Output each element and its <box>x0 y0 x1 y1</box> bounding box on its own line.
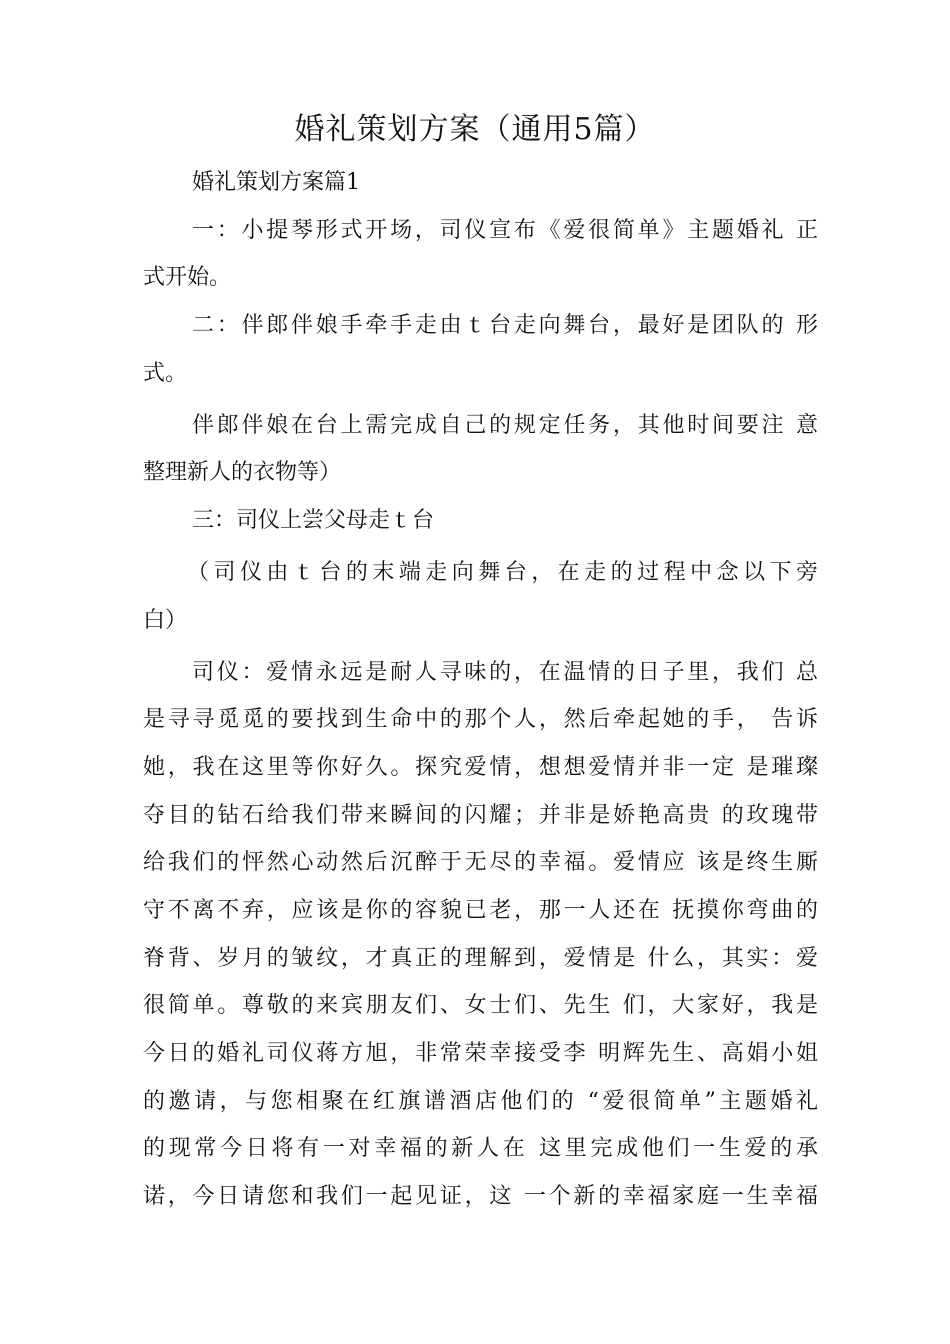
paragraph-line: 给我们的怦然心动然后沉醉于无尽的幸福。爱情应 该是终生厮 <box>143 850 818 875</box>
paragraph-line: （司仪由ｔ台的末端走向舞台，在走的过程中念以下旁 <box>187 560 818 585</box>
paragraph-line: 很简单。尊敬的来宾朋友们、女士们、先生 们，大家好，我是 <box>143 993 818 1018</box>
paragraph-line: 今日的婚礼司仪蒋方旭，非常荣幸接受李 明辉先生、高娟小姐 <box>143 1041 818 1066</box>
paragraph-line: 二：伴郎伴娘手牵手走由ｔ台走向舞台，最好是团队的 形 <box>192 313 818 338</box>
paragraph-line: 一：小提琴形式开场，司仪宣布《爱很简单》主题婚礼 正 <box>192 218 818 243</box>
paragraph-line: 式。 <box>143 361 188 386</box>
document-title: 婚礼策划方案（通用5篇） <box>294 112 656 147</box>
paragraph-line: 白） <box>143 608 188 633</box>
section-heading: 婚礼策划方案篇1 <box>192 170 360 195</box>
paragraph-line: 是寻寻觅觅的要找到生命中的那个人，然后牵起她的手， 告诉 <box>143 707 818 732</box>
paragraph-line: 她，我在这里等你好久。探究爱情，想想爱情并非一定 是璀璨 <box>143 755 818 780</box>
paragraph-line: 夺目的钻石给我们带来瞬间的闪耀；并非是娇艳高贵 的玫瑰带 <box>143 803 818 828</box>
paragraph-line: 的邀请，与您相聚在红旗谱酒店他们的 “爱很简单”主题婚礼 <box>143 1089 818 1114</box>
paragraph-line: 司仪：爱情永远是耐人寻味的，在温情的日子里，我们 总 <box>192 660 818 685</box>
paragraph-line: 伴郎伴娘在台上需完成自己的规定任务，其他时间要注 意 <box>192 413 818 438</box>
paragraph-line: 三：司仪上尝父母走ｔ台 <box>192 508 435 533</box>
paragraph-line: 脊背、岁月的皱纹，才真正的理解到，爱情是 什么，其实：爱 <box>143 946 818 971</box>
paragraph-line: 的现常今日将有一对幸福的新人在 这里完成他们一生爱的承 <box>143 1136 818 1161</box>
paragraph-line: 诺，今日请您和我们一起见证，这 一个新的幸福家庭一生幸福 <box>143 1184 818 1209</box>
paragraph-line: 式开始。 <box>143 265 232 290</box>
paragraph-line: 守不离不弃，应该是你的容貌已老，那一人还在 抚摸你弯曲的 <box>143 898 818 923</box>
paragraph-line: 整理新人的衣物等） <box>143 460 342 485</box>
